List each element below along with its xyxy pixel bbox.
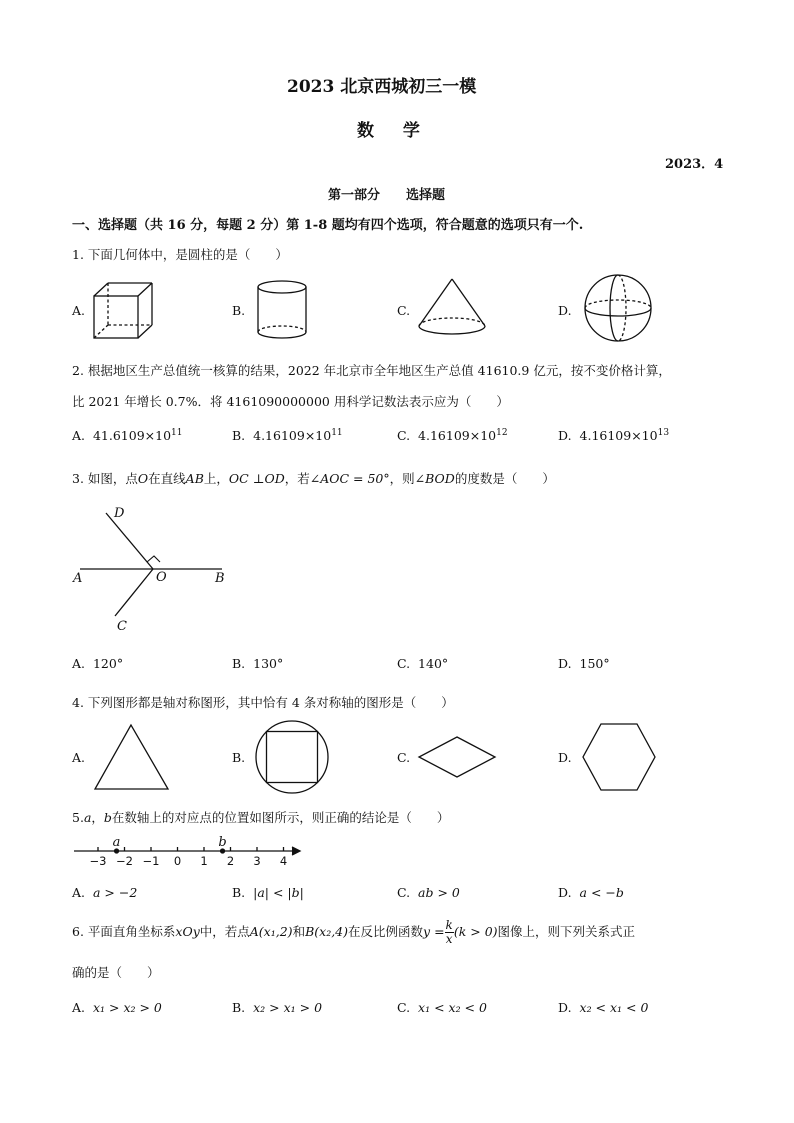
q3-option-a-label: A. [72,656,86,671]
q6-option-c-value: x₁ < x₂ < 0 [418,1000,487,1015]
q2-option-c-mantissa: 4.16109×10 [418,428,497,444]
q2-option-d [558,428,669,443]
rhombus-icon [416,733,500,783]
q3-option-c-value: 140° [418,656,449,671]
question-5-stem [72,808,449,826]
point-b-label: b [218,835,227,850]
question-2-stem-line2: 比 2021 年增长 0.7%．将 4161090000000 用科学记数法表示应为（ ） [72,394,509,409]
subject-title: 数 学 [357,121,422,141]
question-1-stem: 1. 下面几何体中，是圆柱的是（ ） [72,247,288,262]
question-3-stem [72,469,555,487]
axis-tick-label: 1 [200,854,208,868]
q2-option-c-exponent: 12 [496,428,508,438]
q3-option-c-label: C. [397,656,411,671]
q4-option-b-label: B. [232,750,246,765]
q6-option-a [72,1000,162,1015]
axis-tick-label: 4 [279,854,288,868]
q6-stem-part: 图像上，则下列关系式正 [497,924,636,939]
q2-option-b [232,428,343,443]
q3-option-d-value: 150° [579,656,610,671]
q2-option-a-mantissa: 41.6109×10 [92,428,172,444]
q6-coord-system: xOy [175,924,200,939]
q3-stem-part: 上， [203,471,229,486]
q2-option-d-label: D. [558,428,572,444]
axis-tick-label: −1 [142,854,160,868]
q2-option-b-mantissa: 4.16109×10 [253,428,332,444]
q1-option-a-label: A. [72,303,86,318]
q6-stem-part: 在反比例函数 [348,924,424,939]
cylinder-icon [254,278,312,342]
axis-tick-label: 0 [173,854,182,868]
q6-option-b [232,1000,322,1015]
q3-option-c [397,656,448,671]
q4-option-d-label: D. [558,750,572,765]
q4-option-c-label: C. [397,750,411,765]
q6-stem-part: 6. 平面直角坐标系 [72,924,176,939]
question-6-stem-line1 [72,919,635,946]
point-label-o: O [156,570,167,585]
q6-point-b: B(x₂,4) [305,924,349,939]
q3-stem-part: 3. 如图，点 [72,471,138,486]
q3-option-b-value: 130° [253,656,284,671]
q5-stem-part: 5. [72,810,84,825]
point-a-label: a [112,835,121,850]
sphere-icon [580,273,656,343]
q3-perpendicular: OC ⊥OD [228,471,285,486]
q6-option-d [558,1000,648,1015]
question-2-stem-line1: 2. 根据地区生产总值统一核算的结果，2022 年北京市全年地区生产总值 41610.9 亿元，按不变价格计算， [72,363,671,378]
q6-stem-part: 中，若点 [199,924,250,939]
q5-option-d-value: a < −b [579,885,624,900]
q5-option-d [558,885,624,900]
q2-option-d-mantissa: 4.16109×10 [579,428,658,444]
q3-angle-aoc: ∠AOC = 50° [309,471,390,486]
q3-stem-part: ，若 [284,471,310,486]
axis-tick-label: 2 [226,854,235,868]
q4-option-a-label: A. [72,750,86,765]
q5-option-a-label: A. [72,885,86,900]
q3-point-o: O [137,471,149,486]
q5-option-c [397,885,460,900]
q6-option-c [397,1000,487,1015]
point-label-c: C [117,619,127,634]
square-in-circle-icon [253,718,333,798]
q5-option-b [232,885,304,900]
point-label-d: D [114,506,125,521]
q6-option-a-value: x₁ > x₂ > 0 [92,1000,162,1015]
q3-angle-bod: ∠BOD [414,471,455,486]
q2-option-d-exponent: 13 [657,428,670,438]
q6-condition: (k > 0) [453,924,498,939]
axis-tick-label: −2 [116,854,133,868]
page-title: 2023 北京西城初三一模 [287,77,477,97]
hexagon-icon [580,720,660,794]
q2-option-b-label: B. [232,428,246,444]
q3-line-ab: AB [185,471,204,486]
q5-option-b-label: B. [232,885,246,900]
q6-func-y: y = [423,924,445,939]
q5-option-c-value: ab > 0 [418,885,460,900]
q2-option-a [72,428,183,443]
angle-figure [68,503,238,633]
point-label-a: A [73,571,83,586]
q6-point-a: A(x₁,2) [249,924,293,939]
q5-stem-part: 在数轴上的对应点的位置如图所示，则正确的结论是（ ） [111,810,450,825]
q3-option-b [232,656,283,671]
q6-option-b-value: x₂ > x₁ > 0 [253,1000,323,1015]
axis-tick-label: −3 [89,854,107,868]
cube-icon [90,280,160,342]
q6-fraction-numerator: k [445,918,453,932]
q6-option-b-label: B. [232,1000,246,1015]
q3-option-d [558,656,610,671]
q2-option-a-label: A. [72,428,86,444]
q2-option-c-label: C. [397,428,411,444]
question-6-stem-line2: 确的是（ ） [72,965,160,980]
q2-option-b-exponent: 11 [331,428,343,438]
q2-option-a-exponent: 11 [171,428,183,438]
q3-stem-part: ，则 [389,471,415,486]
q5-var-b: b [103,810,112,825]
q5-stem-part: ， [91,810,104,825]
q3-option-a [72,656,123,671]
q3-option-b-label: B. [232,656,246,671]
part-heading: 第一部分 选择题 [328,188,446,203]
question-4-stem: 4. 下列图形都是轴对称图形，其中恰有 4 条对称轴的图形是（ ） [72,695,454,710]
triangle-icon [90,721,174,793]
q6-fraction [445,919,454,946]
q3-stem-part: 的度数是（ ） [454,471,555,486]
q1-option-b-label: B. [232,303,246,318]
q1-option-c-label: C. [397,303,411,318]
q5-option-c-label: C. [397,885,411,900]
q3-stem-part: 在直线 [148,471,186,486]
q2-option-c [397,428,508,443]
q5-option-a-value: a > −2 [92,885,138,900]
q6-option-d-value: x₂ < x₁ < 0 [579,1000,649,1015]
q6-option-a-label: A. [72,1000,86,1015]
q5-option-a [72,885,137,900]
q5-option-b-value: |a| < |b| [253,885,304,900]
exam-date: 2023．4 [665,157,724,172]
q6-option-c-label: C. [397,1000,411,1015]
q5-var-a: a [83,810,92,825]
q5-option-d-label: D. [558,885,572,900]
q3-option-d-label: D. [558,656,572,671]
q6-stem-part: 和 [292,924,306,939]
q1-option-d-label: D. [558,303,572,318]
q3-option-a-value: 120° [92,656,124,671]
q6-option-d-label: D. [558,1000,572,1015]
number-line [70,835,310,871]
point-label-b: B [215,571,225,586]
axis-tick-label: 3 [253,854,261,868]
q6-fraction-denominator: x [445,932,453,946]
cone-icon [414,276,490,342]
section-heading: 一、选择题（共 16 分，每题 2 分）第 1-8 题均有四个选项，符合题意的选项只有一个. [72,218,584,233]
